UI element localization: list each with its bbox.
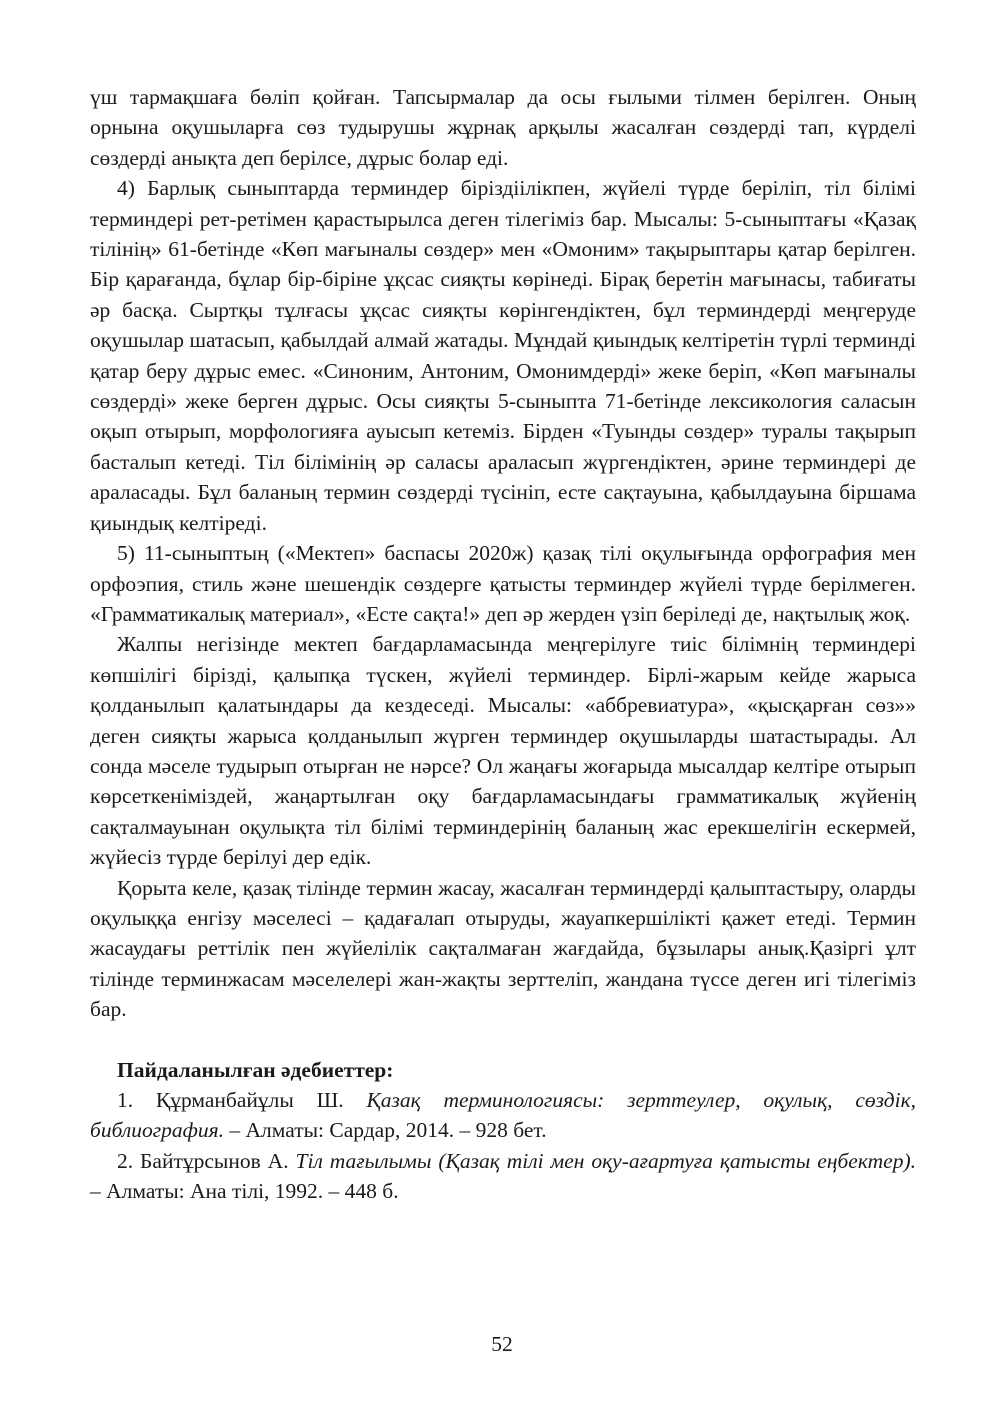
paragraph-point-4: 4) Барлық сыныптарда терминдер біріздіілікпен, жүйелі түрде беріліп, тіл білімі терминдері рет-ретімен қарастырылса деген тілегіміз бар. Мысалы: 5-сыныптағы «Қазақ тілінің» 61-бетінде «Көп мағыналы сөздер» мен «Омоним» тақырыптары қатар берілген. Бір қарағанда, бұлар бір-біріне ұқсас сияқты көрінеді. Бірақ беретін мағынасы, табиғаты әр басқа. Сыртқы тұлғасы ұқсас сияқты көрінгендіктен, бұл терминдерді меңгеруде оқушылар шатасып, қабылдай алмай жатады. Мұндай қиындық келтіретін түрлі терминді қатар беру дұрыс емес. «Синоним, Антоним, Омонимдерді» жеке беріп, «Көп мағыналы сөздерді» жеке берген дұрыс. Осы сияқты 5-сыныпта 71-бетінде лексикология саласын оқып отырып, морфологияға ауысып кетеміз. Бірден «Туынды сөздер» туралы тақырып басталып кетеді. Тіл білімінің әр саласы араласып жүргендіктен, әрине терминдері де араласады. Бұл баланың термин сөздерді түсініп, есте сақтауына, қабылдауына біршама қиындық келтіреді. — [90, 176, 916, 535]
reference-publisher: – Алматы: Ана тілі, 1992. – 448 б. — [90, 1179, 399, 1204]
page-number: 52 — [491, 1332, 513, 1356]
paragraph-continuation: үш тармақшаға бөліп қойған. Тапсырмалар да осы ғылыми тілмен берілген. Оның орнына оқушыларға сөз тудырушы жұрнақ арқылы жасалған сөздерді тап, күрделі сөздерді анықта деп берілсе, дұрыс болар еді. — [90, 85, 916, 170]
paragraph-point-5: 5) 11-сыныптың («Мектеп» баспасы 2020ж) қазақ тілі оқулығында орфография мен орфоэпия, стиль және шешендік сөздерге қатысты терминдер жүйелі түрде берілмеген. «Грамматикалық материал», «Есте сақта!» деп әр жерден үзіп беріледі де, нақтылық жоқ. — [90, 541, 916, 626]
reference-publisher: – Алматы: Сардар, 2014. – 928 бет. — [224, 1118, 547, 1143]
paragraph-general: Жалпы негізінде мектеп бағдарламасында меңгерілуге тиіс білімнің терминдері көпшілігі бірізді, қалыпқа түскен, жүйелі терминдер. Бірлі-жарым кейде жарыса қолданылып қалатындары да кездеседі. Мысалы: «аббревиатура», «қысқарған сөз»» деген сияқты жарыса қолданылып жүрген терминдер оқушыларды шатастырады. Ал сонда мәселе тудырып отырған не нәрсе? Ол жаңағы жоғарыда мысалдар келтіре отырып көрсеткеніміздей, жаңартылған оқу бағдарламасындағы грамматикалық жүйенің сақталмауынан оқулықта тіл білімі терминдерінің баланың жас ерекшелігін ескермей, жүйесіз түрде берілуі дер едік. — [90, 632, 916, 870]
reference-title: Қазақ терминологиясы: зерттеулер, оқулық, сөздік, библиография. — [90, 1088, 917, 1143]
page-body — [90, 82, 916, 1207]
references-heading: Пайдаланылған әдебиеттер: — [117, 1057, 394, 1082]
reference-title: Тіл тағылымы (Қазақ тілі мен оқу-ағартуға қатысты еңбектер). — [295, 1148, 916, 1173]
paragraph-conclusion: Қорыта келе, қазақ тілінде термин жасау, жасалған терминдерді қалыптастыру, оларды оқулыққа енгізу мәселесі – қадағалап отыруды, жауапкершілікті қажет етеді. Термин жасаудағы реттілік пен жүйелілік сақталмаған жағдайда, бұзылары анық.Қазіргі ұлт тілінде терминжасам мәселелері жан-жақты зерттеліп, жандана түссе деген игі тілегіміз бар. — [90, 875, 916, 1022]
reference-item-2 — [90, 1146, 916, 1207]
reference-item-1 — [90, 1085, 916, 1146]
reference-author: 1. Құрманбайұлы Ш. — [117, 1088, 367, 1112]
reference-author: 2. Байтұрсынов А. — [117, 1148, 296, 1173]
